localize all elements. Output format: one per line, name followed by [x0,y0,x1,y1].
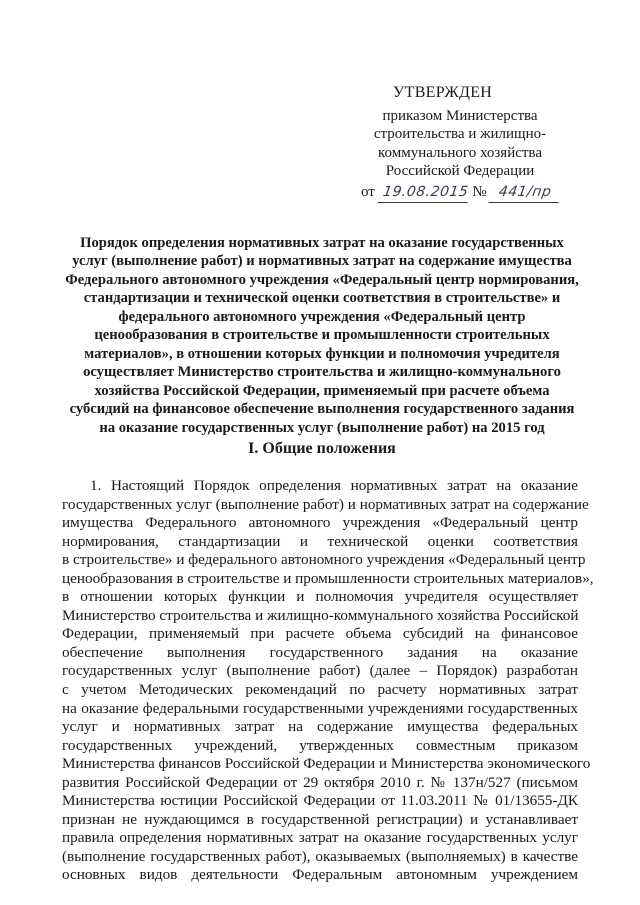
approval-stamp [355,84,595,202]
document-title [58,234,586,437]
title-line: на оказание государственных услуг (выполнение работ) на 2015 год [99,419,545,436]
paragraph-line: Министерства юстиции Российской Федерации от 11.03.2011 № 01/13655-ДК [62,792,578,810]
paragraph-line: Министерство строительства и жилищно-коммунального хозяйства Российской [62,606,579,624]
paragraph-line: нормирования, стандартизации и технической оценки соответствия [62,532,578,550]
paragraph-line: государственных учреждений, утвержденных совместным приказом [62,736,578,754]
order-date-number [361,183,595,203]
paragraph-line: (выполнение государственных работ), оказываемых (выполняемых) в качестве [62,847,578,865]
approval-line: приказом Министерства [382,107,538,124]
paragraph-line: признан не нуждающимся в государственной регистрации) и устанавливает [62,810,578,828]
paragraph-line: государственных услуг (выполнение работ) (далее – Порядок) разработан [62,662,578,680]
title-line: Федерального автономного учреждения «Федеральный центр нормирования, [65,271,579,288]
title-line: услуг (выполнение работ) и нормативных затрат на содержание имущества [72,253,572,270]
approval-line: строительства и жилищно- [373,126,547,142]
paragraph-line: в строительстве» и федерального автономного учреждения «Федеральный центр [62,551,586,569]
title-line: осуществляет Министерство строительства и жилищно-коммунального [83,364,561,381]
paragraph-line: ценообразования в строительстве и промышленности строительных материалов», [62,569,594,587]
paragraph-line: обеспечение выполнения государственного задания на оказание [62,643,578,661]
paragraph-line: Федерации, применяемый при расчете объема субсидий на финансовое [62,625,578,643]
paragraph-line: основных видов деятельности Федеральным автономным учреждением [62,866,578,884]
paragraph-1 [62,477,594,885]
title-line: стандартизации и технической оценки соответствия в строительстве» и [83,290,561,307]
title-line: субсидий на финансовое обеспечение выполнения государственного задания [69,401,575,418]
paragraph-line: с учетом Методических рекомендаций по расчету нормативных затрат [62,681,578,699]
paragraph-line: имущества Федерального автономного учреждения «Федеральный центр [62,514,578,532]
handwritten-date: 19.08.2015 [377,183,470,203]
title-line: федерального автономного учреждения «Федеральный центр [118,308,526,325]
title-line: материалов», в отношении которых функции и полномочия учредителя [84,345,560,362]
handwritten-number: 441/пр [489,183,562,203]
paragraph-line: правила определения нормативных затрат на оказание государственных услуг [62,829,578,847]
paragraph-line: развития Российской Федерации от 29 октября 2010 г. № 137н/527 (письмом [62,773,578,791]
date-prefix: от [361,183,375,200]
approval-line: Российской Федерации [385,163,535,179]
number-prefix: № [472,183,487,200]
title-line: Порядок определения нормативных затрат на оказание государственных [80,235,564,251]
approval-heading: УТВЕРЖДЕН [393,84,493,101]
paragraph-line: Министерства финансов Российской Федерации и Министерства экономического [62,755,591,773]
paragraph-line: услуг и нормативных затрат на содержание имущества федеральных [62,718,578,736]
paragraph-line: в отношении которых функции и полномочия учредителя осуществляет [62,588,578,606]
paragraph-line: на оказание федеральными государственными учреждениями государственных [62,699,578,717]
paragraph-line: государственных услуг (выполнение работ) и нормативных затрат на содержание [62,495,589,513]
paragraph-line: 1. Настоящий Порядок определения нормативных затрат на оказание [90,477,578,494]
section-heading: I. Общие положения [248,440,396,457]
title-line: ценообразования в строительстве и промышленности строительных [94,327,550,344]
title-line: хозяйства Российской Федерации, применяемый при расчете объема [94,382,550,399]
approval-line: коммунального хозяйства [378,144,542,161]
